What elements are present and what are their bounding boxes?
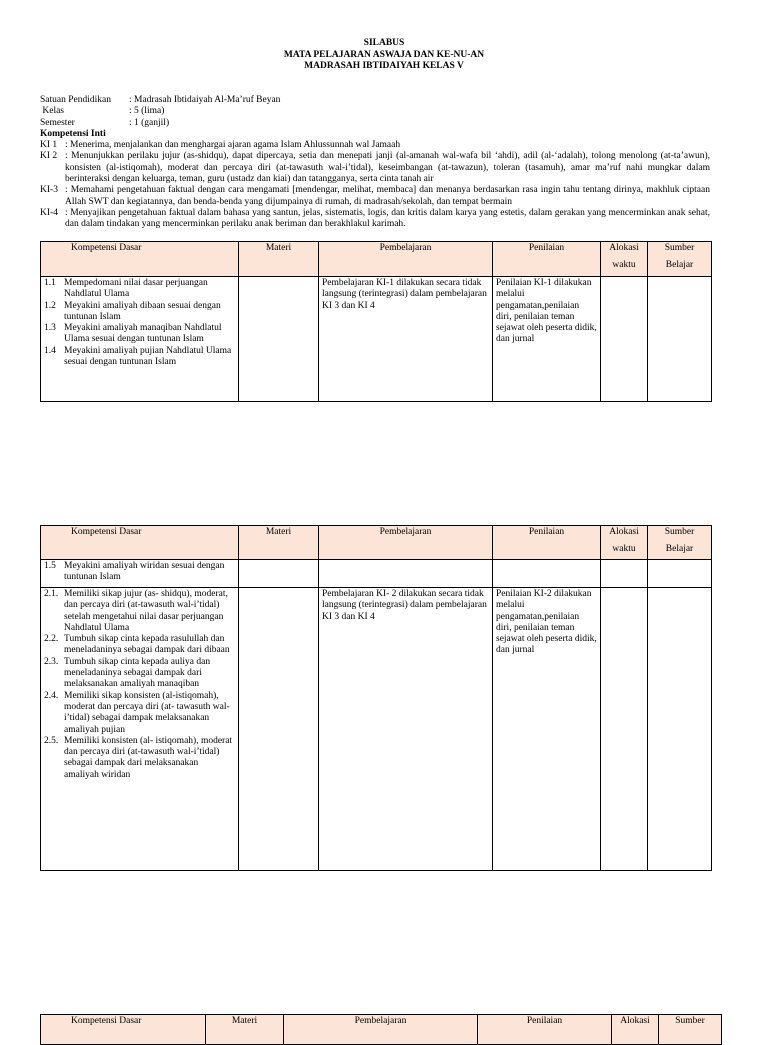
syllabus-table-2 xyxy=(40,525,712,871)
ki-text: : Menyajikan pengetahuan faktual dalam bahasa yang santun, jelas, sistematis, logis, dan kritis dalam karya yang estetis, dalam gerakan yang mencerminkan anak sehat, dan dalam tindakan yang mencerminkan perilaku anak beriman dan berakhlakul karimah. xyxy=(65,207,710,230)
header-sumber-line-2: Belajar xyxy=(665,260,694,271)
materi-cell xyxy=(239,588,319,871)
kd-text: Mempedomani nilai dasar perjuangan Nahdlatul Ulama xyxy=(64,278,208,300)
kd-item xyxy=(44,301,235,324)
info-label: Semester xyxy=(40,117,75,128)
kd-number: 1.3 xyxy=(44,323,56,334)
kd-number: 1.4 xyxy=(44,345,56,356)
ki-item xyxy=(40,151,710,185)
penilaian-cell: Penilaian KI-2 dilakukan melalui pengamatan,penilaian diri, penilaian teman sejawat oleh peserta didik, dan jurnal xyxy=(493,588,601,871)
ki-item xyxy=(40,208,710,231)
sumber-cell xyxy=(648,277,712,402)
header-kompetensi-dasar: Kompetensi Dasar xyxy=(41,242,239,277)
header-alokasi-line-2: waktu xyxy=(612,544,636,555)
alokasi-cell xyxy=(601,560,648,588)
alokasi-cell xyxy=(601,588,648,871)
title-line-2: MATA PELAJARAN ASWAJA DAN KE-NU-AN xyxy=(283,49,485,60)
kd-number: 2.4. xyxy=(44,690,59,701)
header-sumber-belajar xyxy=(648,242,712,277)
kd-number: 2.2. xyxy=(44,634,59,645)
header-penilaian: Penilaian xyxy=(478,1015,612,1045)
kd-cell xyxy=(41,588,239,871)
kd-list xyxy=(44,589,235,781)
ki-heading: Kompetensi Inti xyxy=(40,128,106,139)
sumber-cell xyxy=(648,588,712,871)
header-alokasi-line-2: waktu xyxy=(612,260,636,271)
kd-item xyxy=(44,634,235,657)
kd-list xyxy=(44,561,235,584)
header-pembelajaran: Pembelajaran xyxy=(319,526,493,560)
kd-number: 1.5 xyxy=(44,561,56,571)
kd-number: 1.2 xyxy=(44,300,56,311)
header-kompetensi-dasar: Kompetensi Dasar xyxy=(41,526,239,560)
ki-text: : Menerima, menjalankan dan menghargai ajaran agama Islam Ahlussunnah wal Jamaah xyxy=(65,140,401,151)
ki-code: KI 1 xyxy=(40,140,58,151)
kd-text: Tumbuh sikap cinta kepada rasulullah dan meneladaninya sebagai dampak dari dibaan xyxy=(64,634,230,656)
kd-cell xyxy=(41,277,239,402)
identity-section xyxy=(40,95,710,231)
pembelajaran-cell xyxy=(319,560,493,588)
kd-number: 2.5. xyxy=(44,735,59,746)
syllabus-table-3 xyxy=(40,1014,722,1045)
header-pembelajaran: Pembelajaran xyxy=(319,242,493,277)
header-alokasi-waktu xyxy=(601,526,648,560)
kd-text: Meyakini amaliyah wiridan sesuai dengan tuntunan Islam xyxy=(64,561,225,583)
kd-number: 2.1. xyxy=(44,589,59,599)
header-penilaian: Penilaian xyxy=(493,526,601,560)
kd-item xyxy=(44,323,235,346)
kd-text: Tumbuh sikap cinta kepada auliya dan meneladaninya sebagai dampak dari melaksanakan amaliyah manaqiban xyxy=(64,656,211,690)
kd-item xyxy=(44,657,235,691)
title-line-1: SILABUS xyxy=(363,38,405,48)
kd-text: Memiliki sikap jujur (as- shidqu), moderat, dan percaya diri (at-tawasuth wal-i’tidal) setelah mengetahui nilai dasar perjuangan Nahdlatul Ulama xyxy=(64,589,228,633)
sumber-cell xyxy=(648,560,712,588)
materi-cell xyxy=(239,277,319,402)
header-alokasi-waktu: Alokasi xyxy=(612,1015,659,1045)
materi-cell xyxy=(239,560,319,588)
ki-text: : Memahami pengetahuan faktual dengan cara mengamati [mendengar, melihat, membaca] dan menanya berdasarkan rasa ingin tahu tentang dirinya, makhluk ciptaan Allah SWT dan kegiatannya, dan benda-benda yang dijumpainya di rumah, di madrasah/sekolah, dan tempat bermain xyxy=(65,185,710,207)
header-penilaian: Penilaian xyxy=(493,242,601,277)
info-label: Satuan Pendidikan xyxy=(40,95,111,105)
info-row-kelas xyxy=(40,106,710,117)
kd-text: Meyakini amaliyah dibaan sesuai dengan tuntunan Islam xyxy=(64,300,221,322)
kd-list xyxy=(44,278,235,368)
header-sumber-belajar xyxy=(648,526,712,560)
kd-text: Meyakini amaliyah manaqiban Nahdlatul Ulama sesuai dengan tuntunan Islam xyxy=(64,323,222,345)
alokasi-cell xyxy=(601,277,648,402)
header-alokasi-waktu xyxy=(601,242,648,277)
kd-item xyxy=(44,278,235,301)
info-value: : 5 (lima) xyxy=(129,106,165,117)
syllabus-table-1 xyxy=(40,241,712,402)
kd-item xyxy=(44,561,235,584)
header-materi: Materi xyxy=(206,1015,284,1045)
ki-text: : Menunjukkan perilaku jujur (as-shidqu), dapat dipercaya, setia dan menepati janji (al-amanah wal-wafa bil ‘ahdi), adil (al-‘adalah), tolong menolong (at-ta’awun), konsisten (al-istiqomah), moderat dan percaya diri (at-tawasuth wal-i’tidal), keseimbangan (at-tawazun), toleran (tasamuh), amar ma’ruf nahi mungkar dalam berinteraksi dengan keluarga, teman, guru (ustadz dan kiai) dan tatangganya, serta cinta tanah air xyxy=(65,151,710,185)
info-row-satuan xyxy=(40,95,710,106)
header-pembelajaran: Pembelajaran xyxy=(284,1015,478,1045)
ki-item xyxy=(40,140,710,151)
kd-text: Memiliki konsisten (al- istiqomah), moderat dan percaya diri (at-tawasuth wal-i’tidal) sebagai dampak dari melaksanakan amaliyah wiridan xyxy=(64,735,233,780)
info-label: Kelas xyxy=(40,106,65,117)
header-sumber-line-1: Sumber xyxy=(664,243,695,253)
header-sumber-line-2: Belajar xyxy=(665,544,694,555)
ki-code: KI-4 xyxy=(40,207,58,218)
kd-number: 1.1 xyxy=(44,278,56,288)
kd-item xyxy=(44,346,235,369)
ki-code: KI-3 xyxy=(40,185,58,196)
info-value: : 1 (ganjil) xyxy=(129,117,170,128)
header-kompetensi-dasar: Kompetensi Dasar xyxy=(41,1015,206,1045)
kd-cell xyxy=(41,560,239,588)
kd-item xyxy=(44,736,235,781)
header-alokasi-line-1: Alokasi xyxy=(609,527,639,537)
header-alokasi-line-1: Alokasi xyxy=(609,243,639,253)
ki-item xyxy=(40,185,710,208)
title-line-3: MADRASAH IBTIDAIYAH KELAS V xyxy=(304,61,464,71)
info-row-semester xyxy=(40,118,710,129)
kd-item xyxy=(44,691,235,736)
pembelajaran-cell: Pembelajaran KI- 2 dilakukan secara tidak langsung (terintegrasi) dalam pembelajaran KI 3 dan KI 4 xyxy=(319,588,493,871)
penilaian-cell: Penilaian KI-1 dilakukan melalui pengamatan,penilaian diri, penilaian teman sejawat oleh peserta didik, dan jurnal xyxy=(493,277,601,402)
kd-text: Memiliki sikap konsisten (al-istiqomah), moderat dan percaya diri (at- tawasuth wal-i’tidal) sebagai dampak melaksanakan amaliyah pujian xyxy=(64,690,230,735)
kd-number: 2.3. xyxy=(44,656,59,667)
kd-text: Meyakini amaliyah pujian Nahdlatul Ulama sesuai dengan tuntunan Islam xyxy=(64,345,232,368)
header-materi: Materi xyxy=(239,242,319,277)
info-value: : Madrasah Ibtidaiyah Al-Ma’ruf Beyan xyxy=(129,95,281,105)
header-sumber-belajar: Sumber xyxy=(659,1015,722,1045)
document-title xyxy=(0,38,768,73)
ki-code: KI 2 xyxy=(40,151,58,162)
pembelajaran-cell: Pembelajaran KI-1 dilakukan secara tidak langsung (terintegrasi) dalam pembelajaran KI 3 dan KI 4 xyxy=(319,277,493,402)
header-materi: Materi xyxy=(239,526,319,560)
kd-item xyxy=(44,589,235,634)
penilaian-cell xyxy=(493,560,601,588)
header-sumber-line-1: Sumber xyxy=(664,527,695,537)
